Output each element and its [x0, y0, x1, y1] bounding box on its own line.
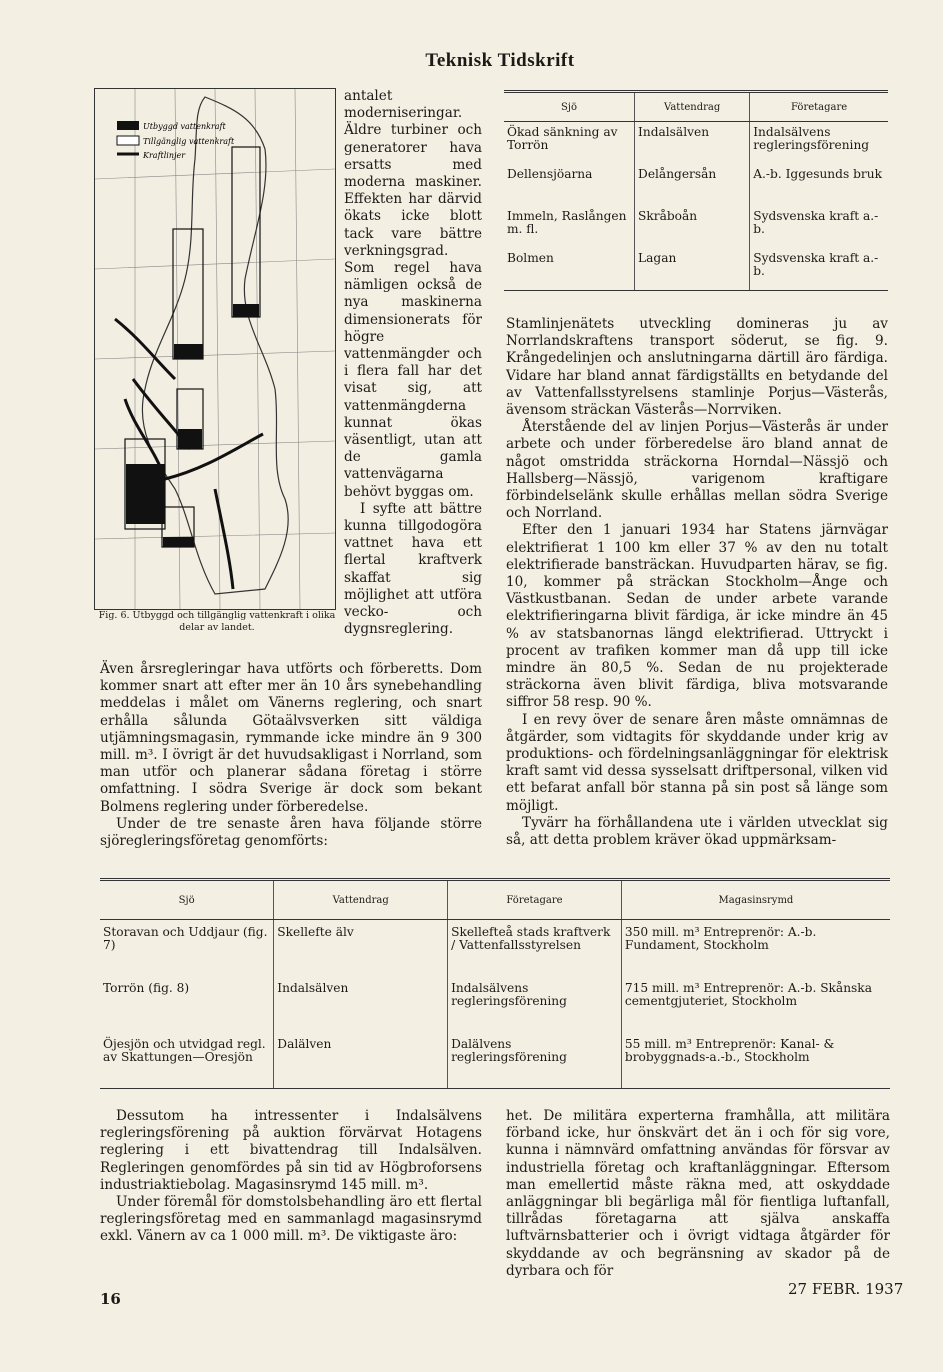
table-cell: 715 mill. m³ Entreprenör: A.-b. Skånska cementgjuteriet, Stockholm	[621, 976, 890, 1032]
table-cell: Dellensjöarna	[507, 167, 593, 181]
right-paragraph: Tyvärr ha förhållandena ute i världen utvecklat sig så, att detta problem kräver ökad uppmärksam-	[506, 814, 888, 849]
figure-caption-label: Fig. 6.	[98, 610, 130, 621]
figure-caption-text: Utbyggd och tillgänglig vattenkraft i olika delar av landet.	[132, 610, 336, 633]
table-row	[504, 206, 888, 248]
bottom-left-paragraph: Dessutom ha intressenter i Indalsälvens regleringsförening på auktion förvärvat Hotagens reglering i ett bivattendrag till Indalsälven. Regleringen genomfördes på sin tid av Högbroforsens industriaktiebolag. Magasinsrymd 145 mill. m³.	[100, 1108, 482, 1193]
right-paragraph: I en revy över de senare åren måste omnämnas de åtgärder, som vidtagits för skyddande under krig av produktions- och fördelningsanläggningar för elektrisk kraft samt vid dessa sysselsatt driftpersonal, vilken vid ett befarat anfall bör stanna på sin post så länge som möjligt.	[506, 711, 888, 814]
table-cell: Skellefte älv	[274, 920, 448, 977]
legend-label-1: Utbyggd vattenkraft	[143, 122, 226, 131]
table-cell: Indalsälven	[274, 976, 448, 1032]
table-header: Sjö	[100, 880, 274, 920]
bottom-left-text	[100, 1108, 482, 1246]
table-cell: Lagan	[635, 248, 750, 291]
table-cell: Sydsvenska kraft a.-b.	[750, 206, 888, 248]
table-row	[100, 920, 890, 977]
narrow-column	[344, 88, 482, 639]
table-cell: Indalsälven	[635, 122, 750, 165]
table-row	[504, 122, 888, 165]
table-header-row	[504, 92, 888, 122]
table-row	[100, 976, 890, 1032]
table-cell: Bolmen	[504, 248, 635, 291]
map-figure	[94, 88, 336, 610]
narrow-paragraph: antalet moderniseringar. Äldre turbiner och generatorer hava ersatts med moderna maskiner. Effekten har därvid ökats icke blott tack vare bättre verkningsgrad. Som regel hava nämligen också de nya maskinerna dimensionerats för högre vattenmängder och i flera fall har det visat sig, att vattenmängderna kunnat ökas väsentligt, utan att de gamla vattenvägarna behövt byggas om.	[344, 88, 482, 500]
table-cell: Immeln, Raslången m. fl.	[507, 209, 627, 236]
table-header: Vattendrag	[274, 880, 448, 920]
page-number: 16	[100, 1290, 121, 1308]
table-regulations-small	[504, 90, 888, 291]
right-paragraph: Återstående del av linjen Porjus—Västerås är under arbete och under förberedelse äro bland annat de något omstridda sträckorna Horndal—Nässjö och Hallsberg—Nässjö, varigenom kraftigare förbindelselänk skulle erhållas mellan södra Sverige och Norrland.	[506, 419, 888, 522]
table-cell: Ökad sänkning av Torrön	[507, 125, 618, 152]
bottom-right-paragraph: het. De militära experterna framhålla, att militära förband icke, hur önskvärt det än i och för sig vore, kunna i nämnvärd omfattning användas för försvar av industriella företag och kraftanläggningar. Eftersom man emellertid måste räkna med, att oskyddade anläggningar bli begärliga mål för fientliga luftanfall, tillrådas företagarna att själva anskaffa luftvärnsbatterier och i övrigt vidtaga åtgärder för skyddande av och begränsning av skador på de dyrbara och för	[506, 1108, 890, 1279]
table-row	[100, 1032, 890, 1089]
table-cell: Skellefteå stads kraftverk / Vattenfallsstyrelsen	[448, 920, 622, 977]
left-paragraph: Under de tre senaste åren hava följande större sjöregleringsföretag genomförts:	[100, 815, 482, 850]
bottom-left-paragraph: Under föremål för domstolsbehandling äro ett flertal regleringsföretag med en sammanlagd magasinsrymd exkl. Vänern av ca 1 000 mill. m³. De viktigaste äro:	[100, 1194, 482, 1245]
table-header: Sjö	[504, 92, 635, 122]
right-column-text	[506, 316, 888, 849]
left-column-text	[100, 661, 482, 850]
table-header: Magasinsrymd	[621, 880, 890, 920]
table-row	[504, 248, 888, 291]
table-cell: Storavan och Uddjaur (fig. 7)	[103, 925, 268, 952]
table-cell: Indalsälvens regleringsförening	[750, 122, 888, 165]
table-header: Företagare	[448, 880, 622, 920]
right-paragraph: Stamlinjenätets utveckling domineras ju av Norrlandskraftens transport söderut, se fig. 9. Krångedelinjen och anslutningarna därtill äro färdiga. Vidare har bland annat färdigställts en betydande del av Vattenfallsstyrelsens stamlinje Porjus—Västerås, ävensom sträckan Västerås—Norrviken.	[506, 316, 888, 419]
table-cell: A.-b. Iggesunds bruk	[750, 164, 888, 206]
table-cell: Öjesjön och utvidgad regl. av Skattungen—Oresjön	[100, 1032, 274, 1089]
table-cell: Sydsvenska kraft a.-b.	[750, 248, 888, 291]
table-cell: Dalälvens regleringsförening	[448, 1032, 622, 1089]
narrow-paragraph: I syfte att bättre kunna tillgodogöra vattnet hava ett flertal kraftverk skaffat sig möjlighet att utföra vecko- och dygnsreglering.	[344, 500, 482, 638]
table-header: Företagare	[750, 92, 888, 122]
table-cell: Delångersån	[635, 164, 750, 206]
table-cell: Skråboån	[635, 206, 750, 248]
journal-title: Teknisk Tidskrift	[425, 50, 575, 71]
legend-label-3: Kraftlinjer	[143, 151, 186, 160]
table-header-row	[100, 880, 890, 920]
table-regulations-large	[100, 878, 890, 1089]
table-cell: 55 mill. m³ Entreprenör: Kanal- & brobyggnads-a.-b., Stockholm	[621, 1032, 890, 1089]
table-header: Vattendrag	[635, 92, 750, 122]
right-paragraph: Efter den 1 januari 1934 har Statens järnvägar elektrifierat 1 100 km eller 37 % av den nu totalt elektrifierade bansträckan. Huvudparten härav, se fig. 10, kommer på sträckan Stockholm—Ånge och Västkustbanan. Sedan de under arbete varande elektrifieringarna blivit färdiga, är icke mindre än 45 % av statsbanornas längd elektrifierad. Uttryckt i procent av trafiken kommer man då upp till icke mindre än 80,5 %. Sedan de nu projekterade sträckorna även blivit färdiga, bliva motsvarande siffror 58 resp. 90 %.	[506, 522, 888, 711]
sweden-map	[95, 89, 335, 609]
issue-date: 27 FEBR. 1937	[788, 1280, 904, 1298]
table-cell: Indalsälvens regleringsförening	[448, 976, 622, 1032]
bottom-right-text	[506, 1108, 890, 1280]
table-cell: Torrön (fig. 8)	[103, 981, 190, 995]
left-paragraph: Även årsregleringar hava utförts och förberetts. Dom kommer snart att efter mer än 10 års synebehandling meddelas i målet om Vänerns reglering, och snart erhålla sålunda Götaälvsverken sitt väldiga utjämningsmagasin, rymmande icke mindre än 9 300 mill. m³. I övrigt är det huvudsakligast i Norrland, som man utför och planerar sådana företag i större omfattning. I södra Sverige är dock som bekant Bolmens reglering under förberedelse.	[100, 661, 482, 815]
legend-label-2: Tillgänglig vattenkraft	[143, 137, 235, 146]
table-cell: 350 mill. m³ Entreprenör: A.-b. Fundament, Stockholm	[621, 920, 890, 977]
table-row	[504, 164, 888, 206]
table-cell: Dalälven	[274, 1032, 448, 1089]
figure-caption	[92, 610, 342, 634]
